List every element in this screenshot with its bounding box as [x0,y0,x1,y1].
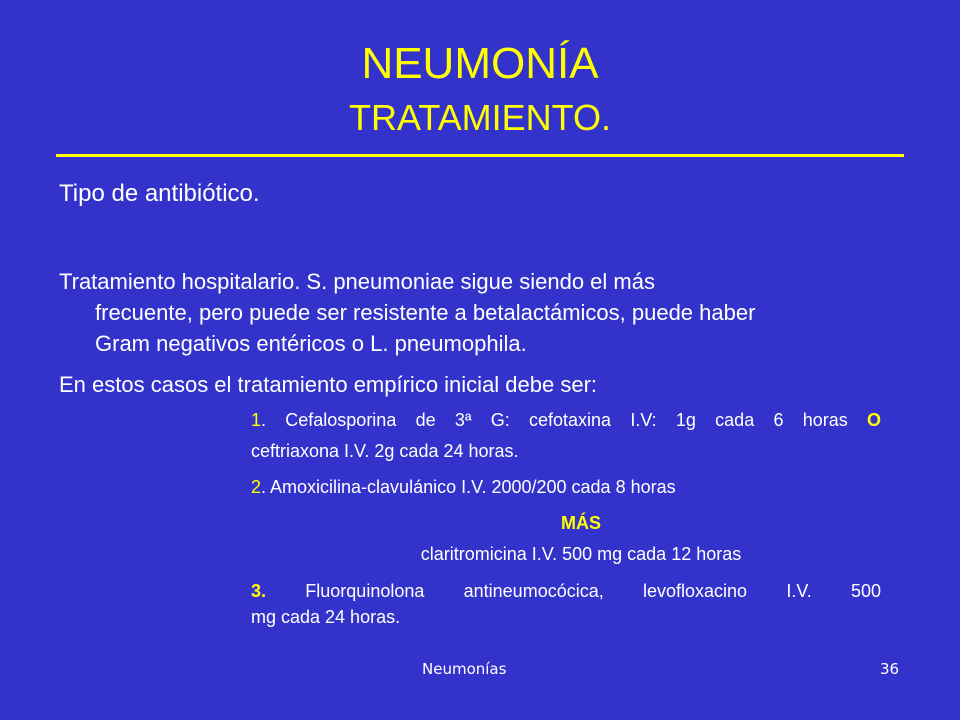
option-3-line-2: mg cada 24 horas. [251,607,401,627]
title-divider [56,154,904,157]
hospital-line-1: Tratamiento hospitalario. S. pneumoniae sigue siendo el más [59,269,655,294]
option-1-or: O [866,410,881,430]
option-2-line-1 [251,474,881,501]
empirical-intro: En estos casos el tratamiento empírico inicial debe ser: [59,372,598,397]
hospital-treatment-paragraph [59,266,755,359]
option-1-line-1 [251,407,881,434]
option-2-line-2: claritromicina I.V. 500 mg cada 12 horas [420,544,742,564]
option-3-number: 3. [251,581,267,601]
slide-title: NEUMONÍA [361,39,599,88]
page-number: 36 [880,660,900,678]
option-1-text: . Cefalosporina de 3ª G: cefotaxina I.V: 1g cada 6 horas [261,410,867,430]
option-3-text: Fluorquinolona antineumocócica, levofloxacino I.V. 500 [266,581,881,601]
slide-subtitle: TRATAMIENTO. [348,97,611,138]
option-1-number: 1 [251,410,262,430]
hospital-line-2: frecuente, pero puede ser resistente a betalactámicos, puede haber [95,300,756,325]
option-3-line-1 [251,578,881,605]
option-2-text: . Amoxicilina-clavulánico I.V. 2000/200 cada 8 horas [261,477,676,497]
option-2-plus: MÁS [561,513,601,533]
option-1-line-2: ceftriaxona I.V. 2g cada 24 horas. [251,441,519,461]
footer-label: Neumonías [422,660,507,678]
option-2-number: 2 [251,477,262,497]
section-heading: Tipo de antibiótico. [59,180,260,207]
hospital-line-3: Gram negativos entéricos o L. pneumophila. [95,331,527,356]
